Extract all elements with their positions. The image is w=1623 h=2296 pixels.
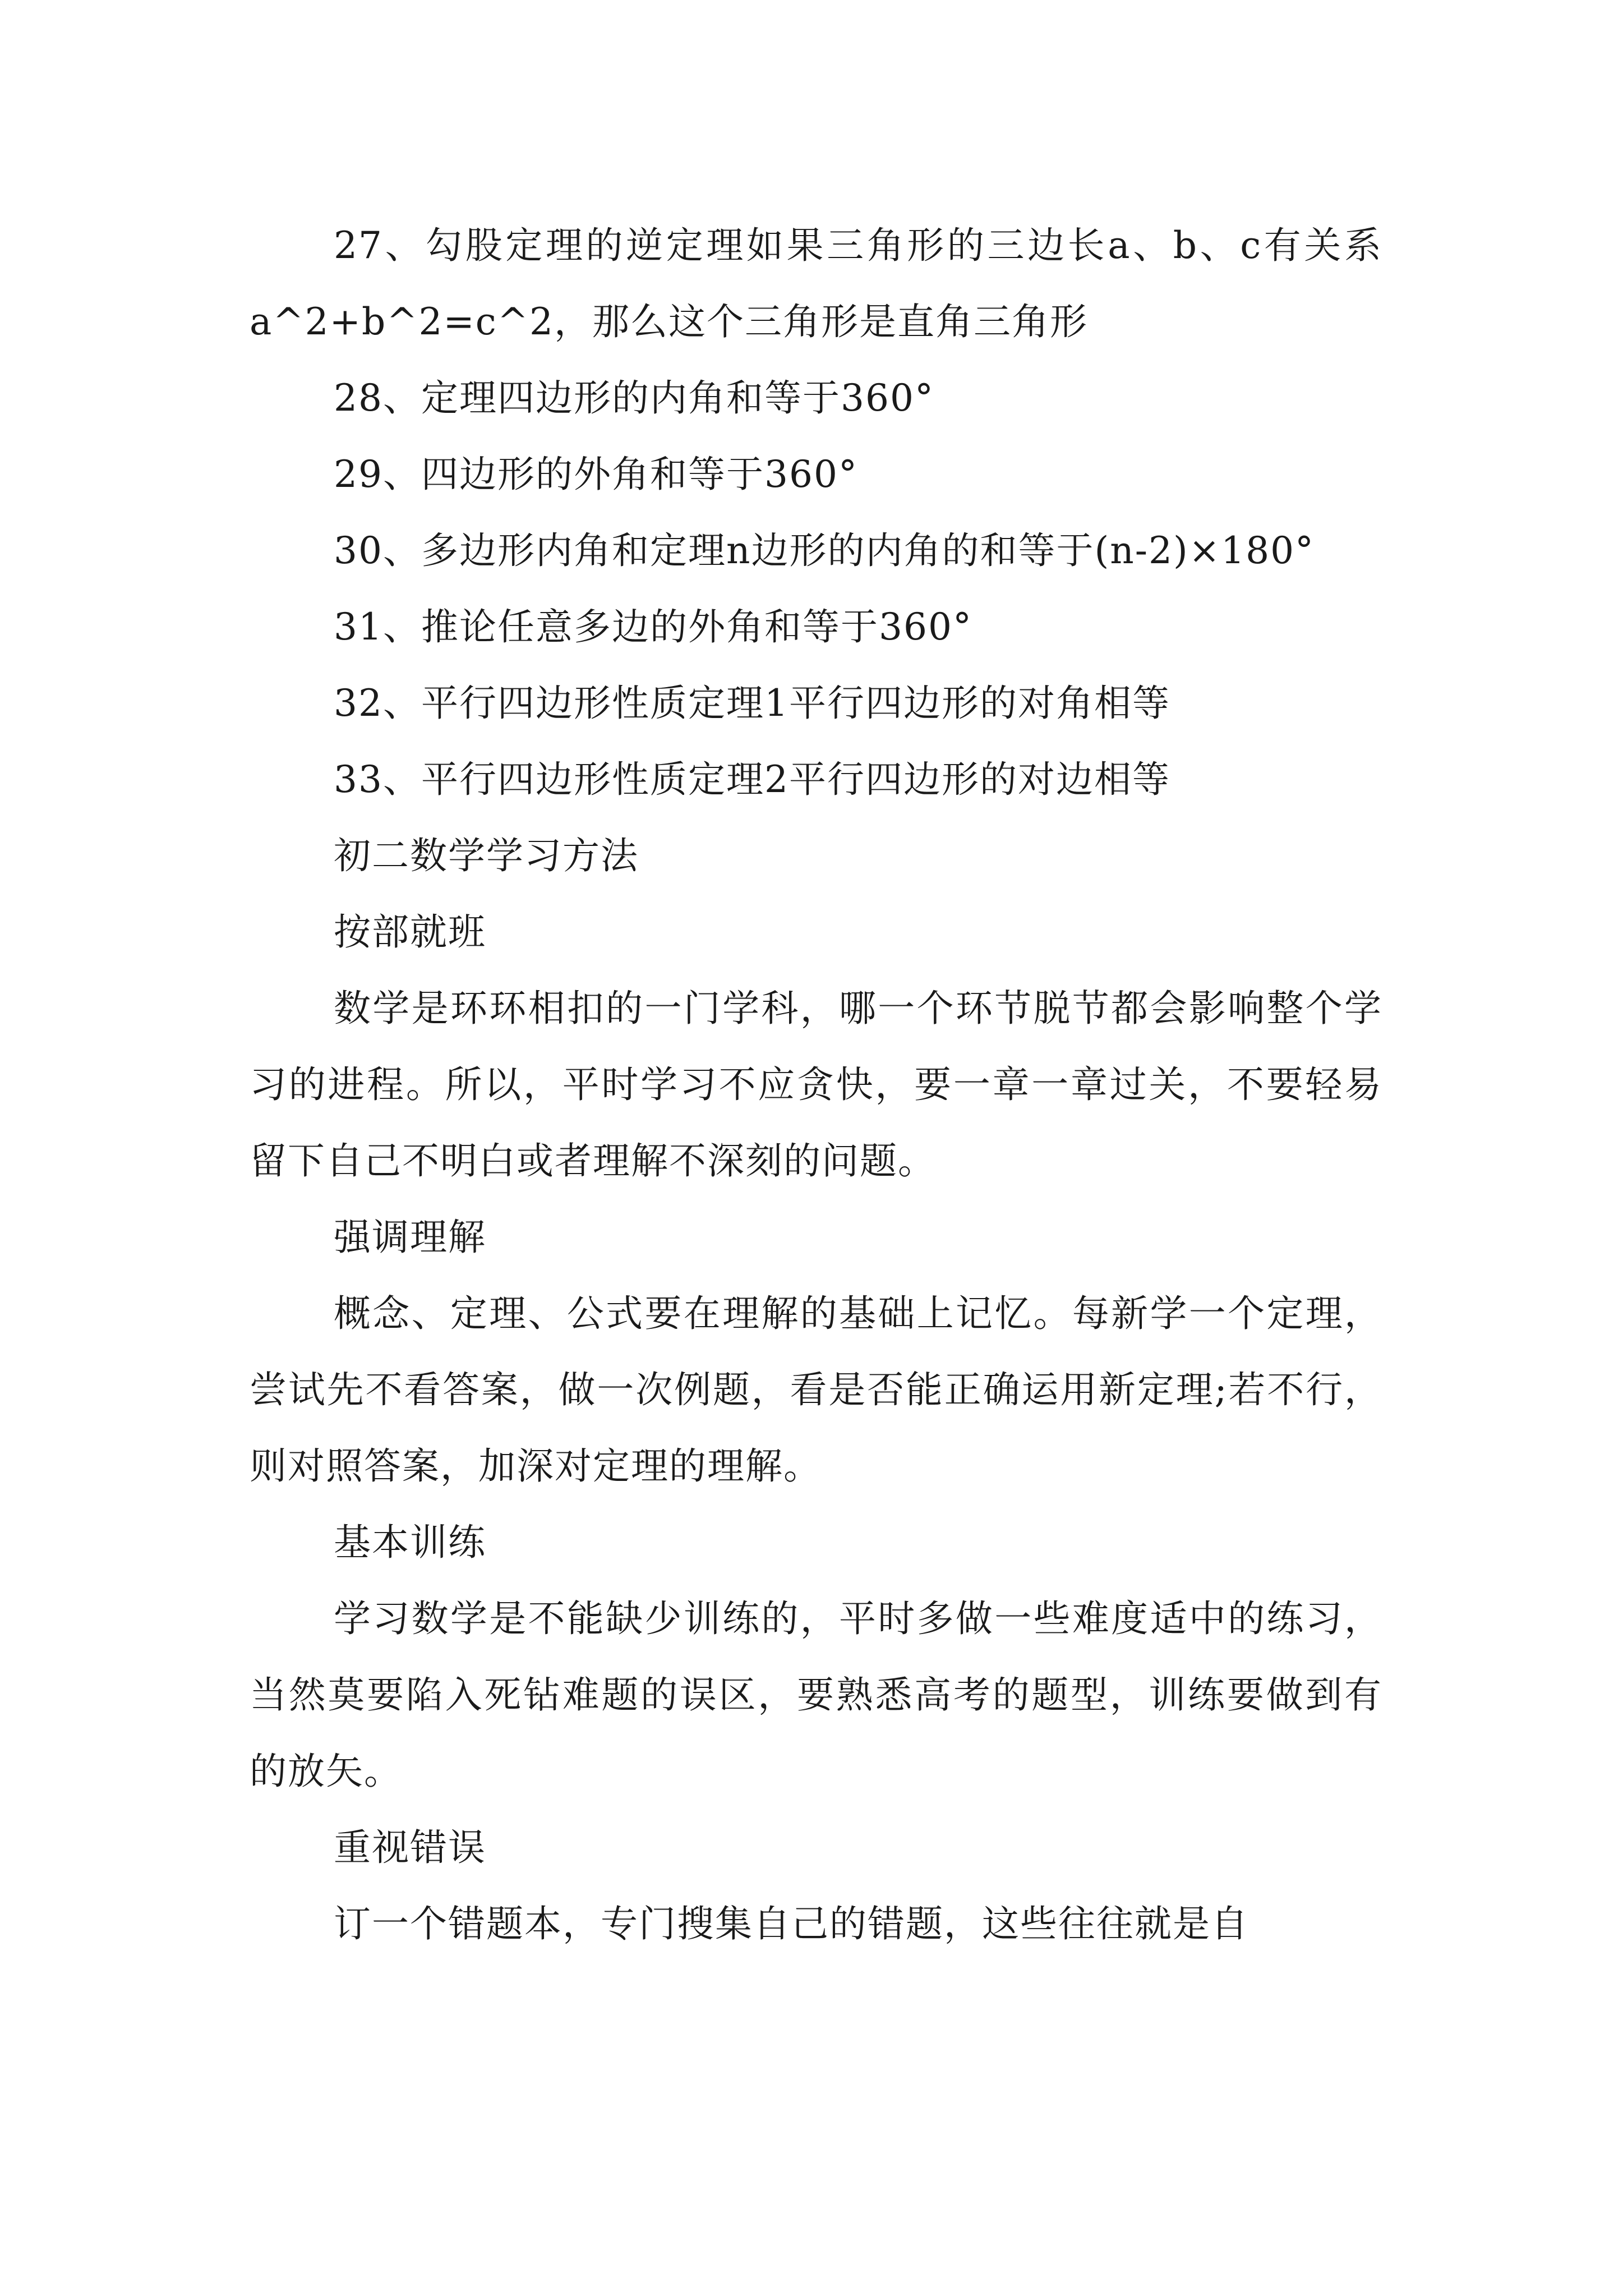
subheading-basic-training: 基本训练 (334, 1521, 486, 1564)
paragraph-understanding: 概念、定理、公式要在理解的基础上记忆。每新学一个定理，尝试先不看答案，做一次例题，看是否能正确运用新定理;若不行，则对照答案，加深对定理的理解。 (250, 1292, 1382, 1488)
subheading-mistakes: 重视错误 (334, 1826, 486, 1869)
subheading-step-by-step: 按部就班 (334, 910, 486, 954)
paragraph-step-by-step: 数学是环环相扣的一门学科，哪一个环节脱节都会影响整个学习的进程。所以，平时学习不应贪快，要一章一章过关，不要轻易留下自己不明白或者理解不深刻的问题。 (250, 987, 1382, 1182)
paragraph-theorem-32: 32、平行四边形性质定理1平行四边形的对角相等 (334, 682, 1170, 725)
paragraph-theorem-28: 28、定理四边形的内角和等于360° (334, 376, 934, 420)
paragraph-theorem-33: 33、平行四边形性质定理2平行四边形的对边相等 (334, 758, 1170, 801)
paragraph-theorem-27: 27、勾股定理的逆定理如果三角形的三边长a、b、c有关系a^2+b^2=c^2，那么这个三角形是直角三角形 (250, 224, 1382, 343)
document-body (250, 208, 1382, 1962)
paragraph-theorem-30: 30、多边形内角和定理n边形的内角的和等于(n-2)×180° (334, 529, 1315, 572)
section-heading-study-methods: 初二数学学习方法 (334, 834, 639, 877)
paragraph-mistakes: 订一个错题本，专门搜集自己的错题，这些往往就是自 (334, 1902, 1249, 1945)
paragraph-theorem-29: 29、四边形的外角和等于360° (334, 453, 858, 496)
paragraph-basic-training: 学习数学是不能缺少训练的，平时多做一些难度适中的练习，当然莫要陷入死钻难题的误区，要熟悉高考的题型，训练要做到有的放矢。 (250, 1597, 1382, 1793)
paragraph-theorem-31: 31、推论任意多边的外角和等于360° (334, 605, 972, 648)
subheading-understanding: 强调理解 (334, 1216, 486, 1259)
